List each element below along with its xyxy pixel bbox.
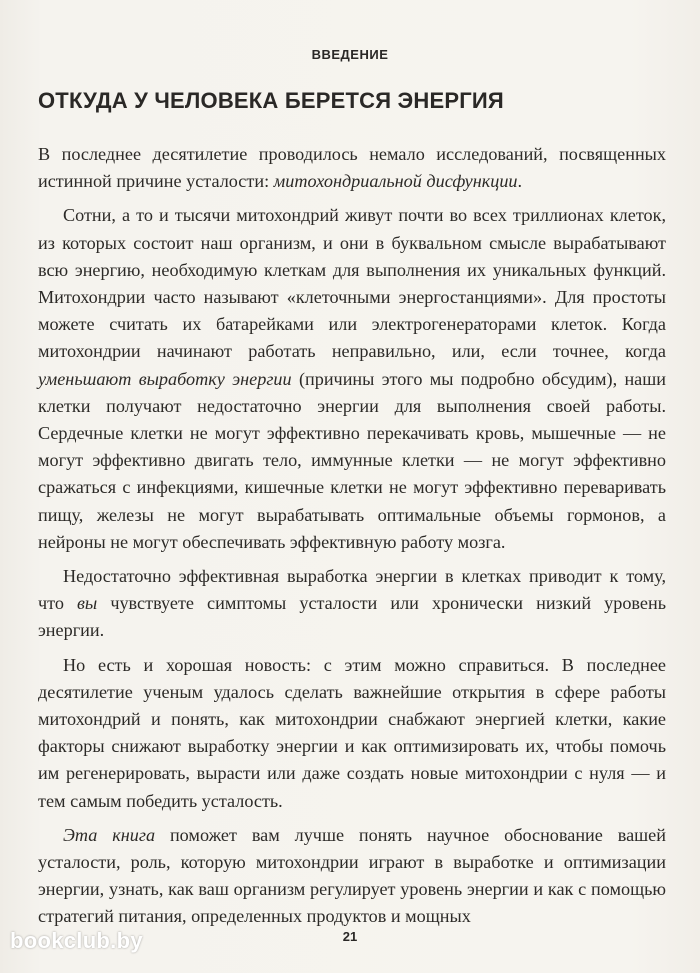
paragraph-5: [38, 822, 666, 931]
paragraph-5-emphasis: Эта книга: [63, 824, 156, 845]
paragraph-2-text: Сотни, а то и тысячи митохондрий живут почти во всех триллионах клеток, из которых состоит наш организм, и они в буквальном смысле вырабатывают всю энергию, необходимую клеткам для выполнения их уникальных функций. Митохондрии часто называют «клеточными энергостанциями». Для простоты можете считать их батарейками или электрогенераторами клеток. Когда митохондрии начинают работать неправильно, или, если точнее, когда: [38, 205, 666, 362]
page-number: 21: [342, 929, 358, 944]
paragraph-3-text: Недостаточно эффективная выработка энергии в клетках приводит к тому, что: [38, 566, 666, 614]
paragraph-5-end: поможет вам лучше понять научное обоснование вашей усталости, роль, которую митохондрии играют в выработке и оптимизации энергии, узнать, как ваш организм регулирует уровень энергии и как с помощью стратегий питания, определенных продуктов и мощных: [38, 824, 666, 927]
paragraph-4-text: Но есть и хорошая новость: с этим можно справиться. В последнее десятилетие ученым удалось сделать важнейшие открытия в сфере работы митохондрий и понять, как митохондрии снабжают энергией клетки, какие факторы снижают выработку энергии и как оптимизировать их, чтобы помочь им регенерировать, вырасти или даже создать новые митохондрии с нуля — и тем самым победить усталость.: [38, 654, 666, 811]
site-watermark: bookclub.by: [10, 928, 143, 953]
paragraph-2-end: (причины этого мы подробно обсудим), наши клетки получают недостаточно энергии для выполнения своей работы. Сердечные клетки не могут эффективно перекачивать кровь, мышечные — не могут эффективно двигать тело, иммунные клетки — не могут эффективно сражаться с инфекциями, кишечные клетки не могут эффективно переваривать пищу, железы не могут вырабатывать оптимальные объемы гормонов, а нейроны не могут обеспечивать эффективную работу мозга.: [38, 368, 666, 552]
paragraph-3-emphasis: вы: [77, 593, 98, 614]
paragraph-2: [38, 202, 666, 556]
paragraph-1-end: .: [517, 171, 523, 192]
paragraph-3: [38, 563, 666, 645]
section-heading: ОТКУДА У ЧЕЛОВЕКА БЕРЕТСЯ ЭНЕРГИЯ: [38, 88, 504, 113]
running-header: ВВЕДЕНИЕ: [311, 47, 389, 62]
paragraph-1-emphasis: митохондриальной дисфункции: [273, 171, 518, 192]
paragraph-1-text: В последнее десятилетие проводилось немало исследований, посвященных истинной причине усталости:: [38, 144, 666, 192]
paragraph-1: [38, 141, 666, 195]
paragraph-2-emphasis: уменьшают выработку энергии: [38, 368, 292, 389]
body-text: [38, 141, 666, 938]
paragraph-4: [38, 652, 666, 815]
paragraph-3-end: чувствуете симптомы усталости или хронически низкий уровень энергии.: [38, 593, 666, 641]
